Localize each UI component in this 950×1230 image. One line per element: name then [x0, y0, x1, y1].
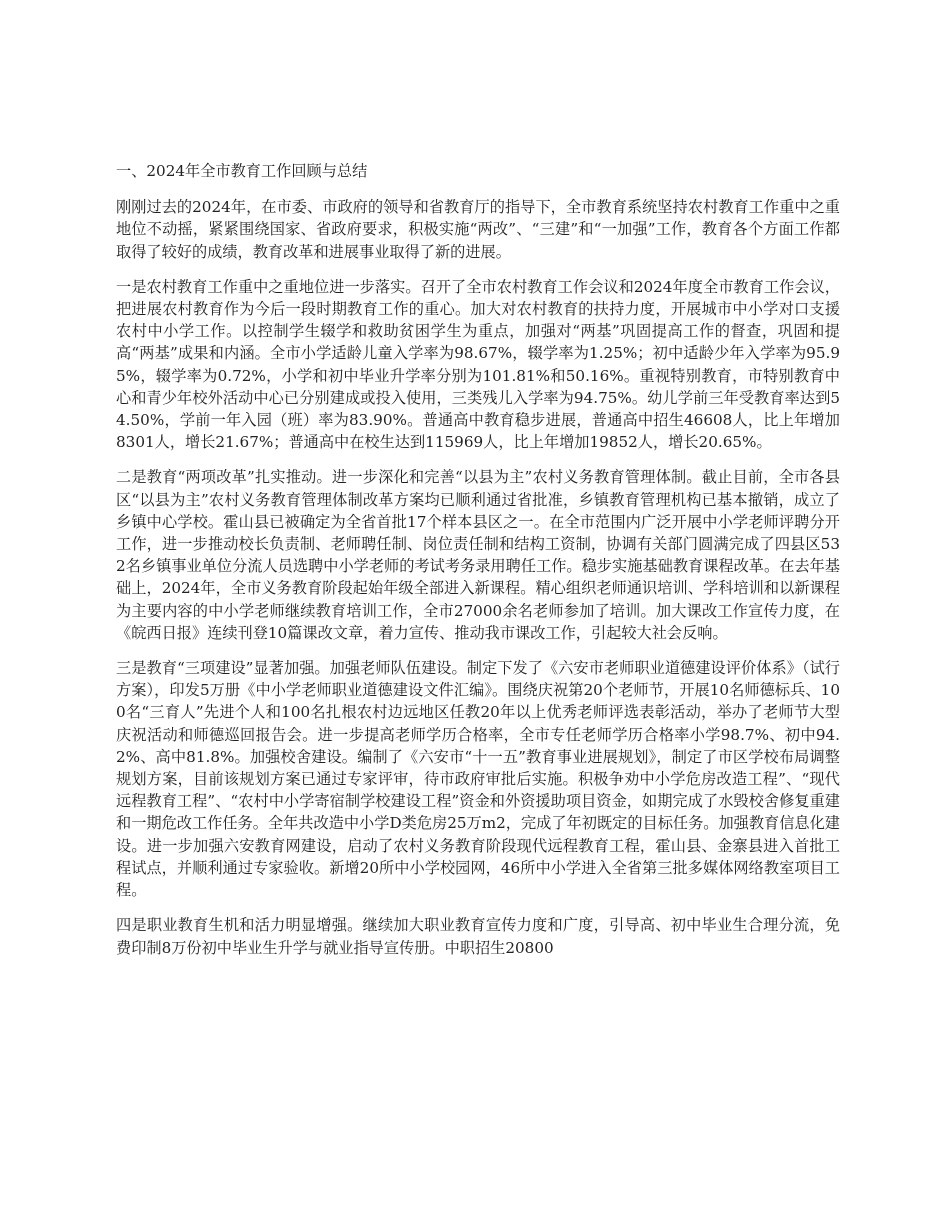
- paragraph-rural-education: 一是农村教育工作重中之重地位进一步落实。召开了全市农村教育工作会议和2024年度全市教育工作会议，把进展农村教育作为今后一段时期教育工作的重心。加大对农村教育的扶持力度，开展城市中小学对口支援农村中小学工作。以控制学生辍学和救助贫困学生为重点，加强对“两基”巩固提高工作的督查，巩固和提高“两基”成果和内涵。全市小学适龄儿童入学率为98.67%，辍学率为1.25%；初中适龄少年入学率为95.95%，辍学率为0.72%，小学和初中毕业升学率分别为101.81%和50.16%。重视特别教育，市特别教育中心和青少年校外活动中心已分别建成或投入使用，三类残儿入学率为94.75%。幼儿学前三年受教育率达到54.50%，学前一年入园（班）率为83.90%。普通高中教育稳步进展，普通高中招生46608人，比上年增加8301人，增长21.67%；普通高中在校生达到115969人，比上年增加19852人，增长20.65%。: [116, 277, 840, 452]
- paragraph-vocational-education: 四是职业教育生机和活力明显增强。继续加大职业教育宣传力度和广度，引导高、初中毕业生合理分流，免费印制8万份初中毕业生升学与就业指导宣传册。中职招生20800: [116, 916, 840, 957]
- paragraph-intro: 刚刚过去的2024年，在市委、市政府的领导和省教育厅的指导下，全市教育系统坚持农村教育工作重中之重地位不动摇，紧紧围绕国家、省政府要求，积极实施“两改”、“三建”和“一加强”工作，教育各个方面工作都取得了较好的成绩，教育改革和进展事业取得了新的进展。: [116, 198, 840, 261]
- paragraph-two-reforms: 二是教育“两项改革”扎实推动。进一步深化和完善“以县为主”农村义务教育管理体制。截止目前，全市各县区“以县为主”农村义务教育管理体制改革方案均已顺利通过省批准，乡镇教育管理机构已基本撤销，成立了乡镇中心学校。霍山县已被确定为全省首批17个样本县区之一。在全市范围内广泛开展中小学老师评聘分开工作，进一步推动校长负责制、老师聘任制、岗位责任制和结构工资制，协调有关部门圆满完成了四县区532名乡镇事业单位分流人员选聘中小学老师的考试考务录用聘任工作。稳步实施基础教育课程改革。在去年基础上，2024年，全市义务教育阶段起始年级全部进入新课程。精心组织老师通识培训、学科培训和以新课程为主要内容的中小学老师继续教育培训工作，全市27000余名老师参加了培训。加大课改工作宣传力度，在《皖西日报》连续刊登10篇课改文章，着力宣传、推动我市课改工作，引起较大社会反响。: [116, 468, 840, 642]
- paragraph-three-constructions: 三是教育“三项建设”显著加强。加强老师队伍建设。制定下发了《六安市老师职业道德建设评价体系》（试行方案），印发5万册《中小学老师职业道德建设文件汇编》。围绕庆祝第20个老师节，开展10名师德标兵、100名“三育人”先进个人和100名扎根农村边远地区任教20年以上优秀老师评选表彰活动，举办了老师节大型庆祝活动和师德巡回报告会。进一步提高老师学历合格率，全市专任老师学历合格率小学98.7%、初中94.2%、高中81.8%。加强校舍建设。编制了《六安市“十一五”教育事业进展规划》，制定了市区学校布局调整规划方案，目前该规划方案已通过专家评审，待市政府审批后实施。积极争劝中小学危房改造工程”、“现代远程教育工程”、“农村中小学寄宿制学校建设工程”资金和外资援助项目资金，如期完成了水毁校舍修复重建和一期危改工作任务。全年共改造中小学D类危房25万m2，完成了年初既定的目标任务。加强教育信息化建设。进一步加强六安教育网建设，启动了农村义务教育阶段现代远程教育工程，霍山县、金寨县进入首批工程试点，并顺利通过专家验收。新增20所中小学校园网，46所中小学进入全省第三批多媒体网络教室项目工程。: [116, 659, 840, 900]
- section-heading: 一、2024年全市教育工作回顾与总结: [116, 162, 368, 180]
- document-body: [116, 160, 840, 972]
